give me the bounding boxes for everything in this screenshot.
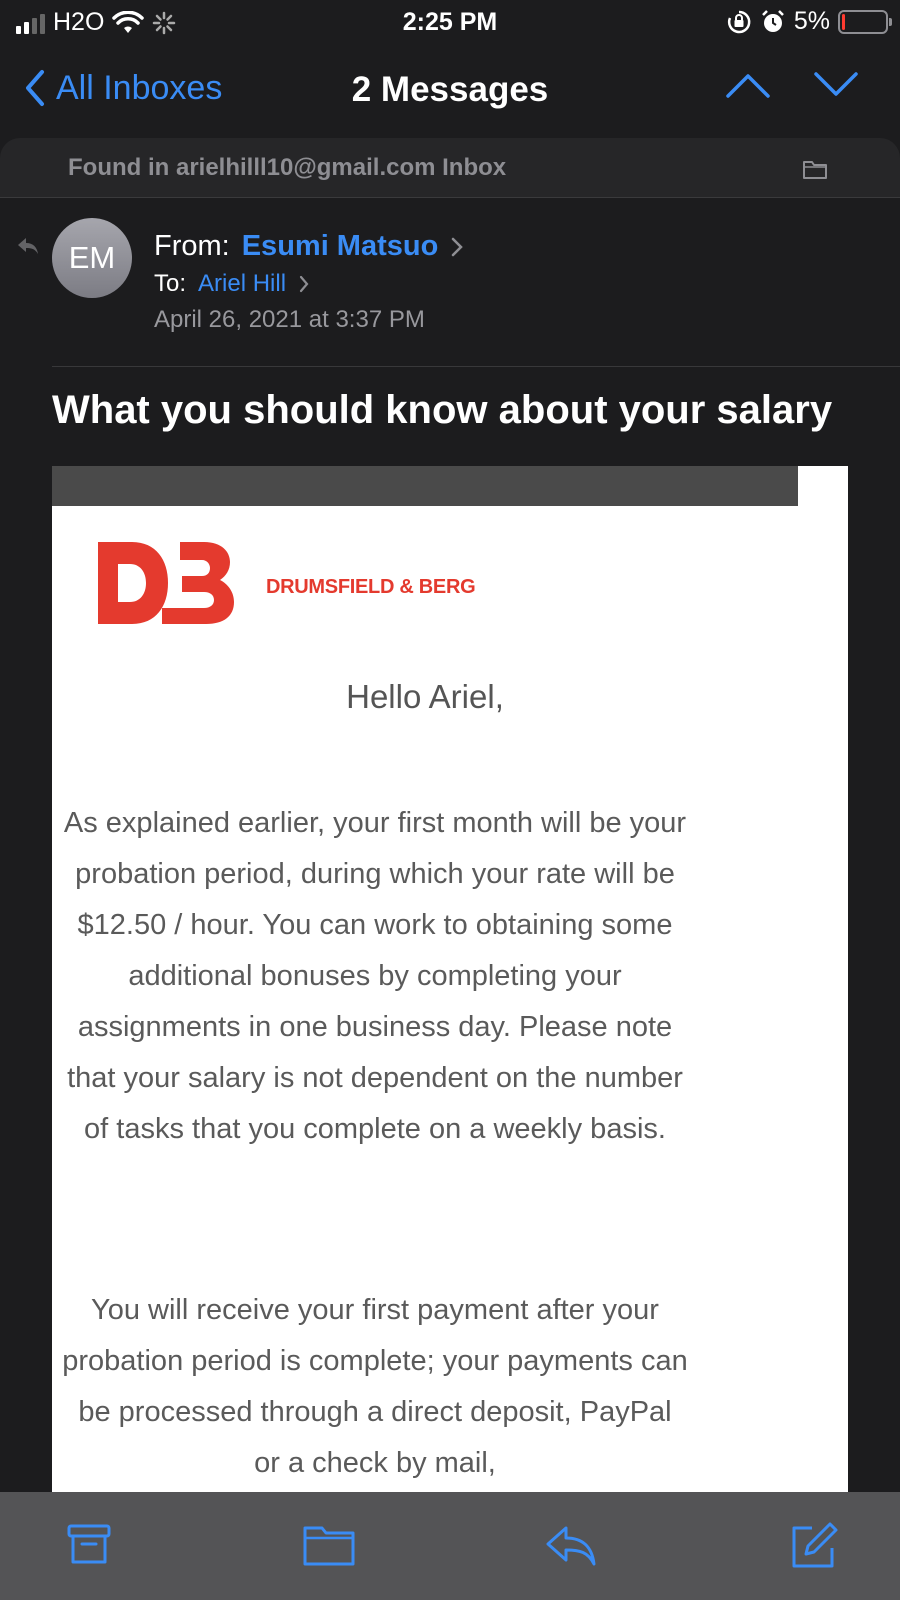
avatar[interactable]: EM: [52, 218, 132, 298]
nav-title: 2 Messages: [351, 70, 549, 109]
battery-icon: [838, 10, 888, 34]
next-message-button[interactable]: [812, 70, 860, 100]
to-label: To:: [154, 270, 187, 297]
status-right: [726, 7, 888, 36]
email-greeting: Hello Ariel,: [346, 678, 504, 715]
replied-indicator-icon: [16, 236, 40, 256]
status-bar: [0, 0, 900, 46]
message-subject: What you should know about your salary: [52, 388, 833, 432]
message-date: April 26, 2021 at 3:37 PM: [154, 306, 425, 333]
to-row: [154, 270, 310, 298]
folder-icon[interactable]: [302, 1522, 356, 1568]
previous-message-button[interactable]: [724, 70, 772, 100]
from-row: [154, 230, 464, 263]
battery-percent: 5%: [793, 7, 830, 35]
sender-name[interactable]: Esumi Matsuo: [241, 230, 439, 262]
email-paragraph: As explained earlier, your first month will be your probation period, during which your rate will be $12.50 / hour. You can work to obtaining some additional bonuses by completing your assignments in one business day. Please note that your salary is not dependent on the number of tasks that you complete on a weekly basis.: [63, 807, 687, 1145]
recipient-name[interactable]: Ariel Hill: [198, 270, 287, 297]
archive-icon[interactable]: [66, 1522, 112, 1568]
status-time: 2:25 PM: [402, 8, 498, 36]
carrier-name: H2O: [53, 8, 105, 36]
from-label: From:: [154, 230, 230, 262]
chevron-right-icon: [450, 236, 464, 258]
orientation-lock-icon: [726, 9, 752, 35]
header-divider: [52, 366, 900, 367]
email-paragraph: You will receive your first payment after your probation period is complete; your payments can be processed through a direct deposit, PayPal or a check by mail,: [62, 1294, 688, 1479]
found-in-bar: [0, 138, 900, 198]
navigation-bar: [0, 46, 900, 138]
chevron-right-icon: [298, 274, 310, 294]
email-header-band: [52, 466, 798, 506]
company-name: DRUMSFIELD & BERG: [266, 576, 476, 598]
message-navigation: [724, 70, 860, 100]
bottom-toolbar: [0, 1492, 900, 1600]
battery-level: [842, 14, 845, 30]
found-in-text: Found in arielhilll10@gmail.com Inbox: [68, 154, 507, 181]
compose-icon[interactable]: [788, 1522, 838, 1572]
company-logo: [96, 538, 236, 628]
alarm-icon: [760, 9, 786, 35]
folder-icon[interactable]: [802, 158, 828, 180]
reply-icon[interactable]: [544, 1522, 598, 1568]
back-button-label: All Inboxes: [56, 68, 223, 107]
